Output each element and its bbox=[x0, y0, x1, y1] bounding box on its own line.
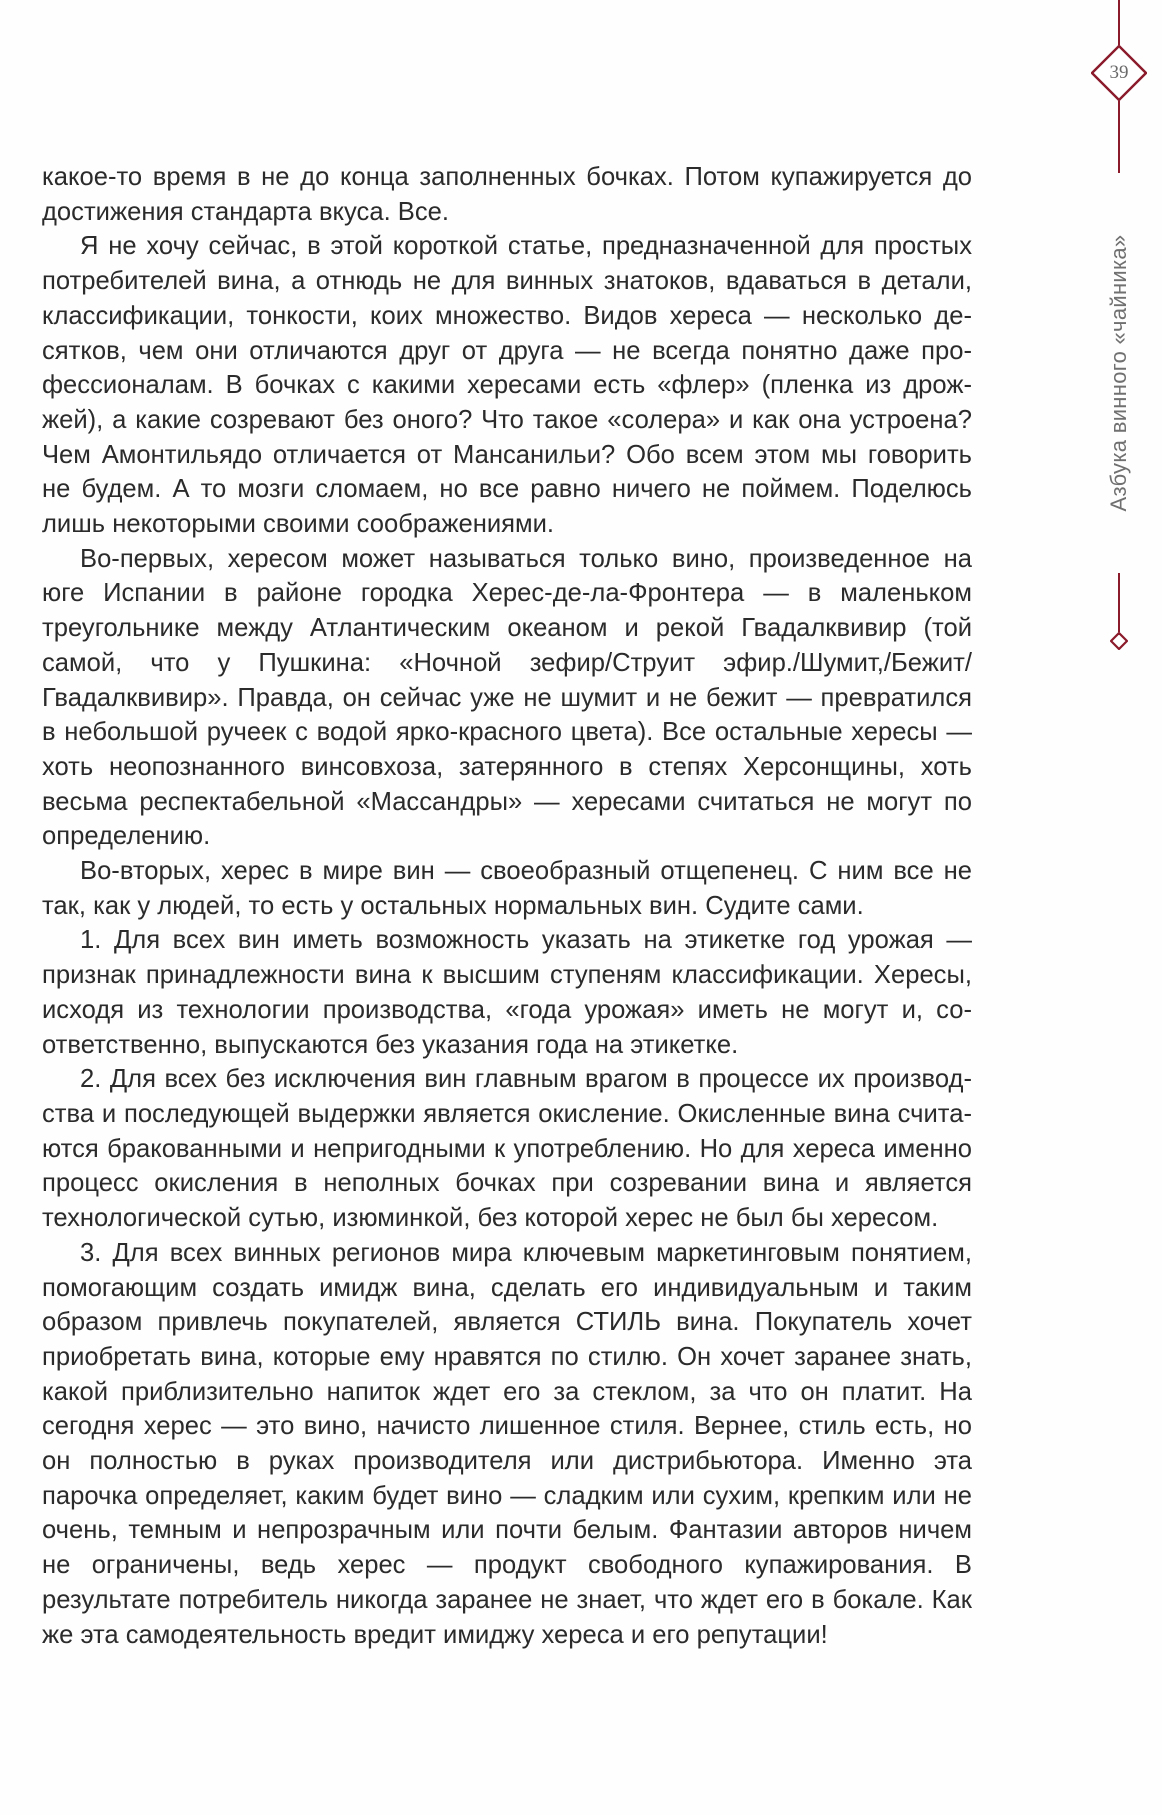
paragraph-continuation: какое-то время в не до конца заполненных бочках. Потом купажируется до достижения стандарта вкуса. Все. bbox=[42, 163, 972, 226]
margin-rule-middle bbox=[1118, 101, 1120, 173]
paragraph-intro: Я не хочу сейчас, в этой короткой статье, предназначенной для простых потребителей вина, а отнюдь не для винных знатоков, вдаваться в детали, классификации, тонкости, коих множество. Видов хереса — несколько десятков, чем они отличаются друг от друга — не всегда понятно даже профессионалам. В бочках с какими хересами есть «флер» (пленка из дрожжей), а какие созревают без оного? Что такое «солера» и как она устроена? Чем Амонтильядо отличается от Мансанильи? Обо всем этом мы говорить не будем. А то мозги сломаем, но все равно ничего не поймем. Поделюсь лишь некоторыми своими соображениями. bbox=[42, 232, 972, 539]
paragraph-secondly: Во-вторых, херес в мире вин — своеобразный отщепенец. С ним все не так, как у людей, то есть у остальных нормальных вин. Судите сами. bbox=[42, 857, 972, 920]
list-item-1: 1. Для всех вин иметь возможность указать на этикетке год урожая — признак принадлежности вина к высшим ступеням классификации. Хересы, исходя из технологии производства, «года урожая» иметь не могут и, соответственно, выпускаются без указания года на этикетке. bbox=[42, 926, 972, 1059]
list-item-3: 3. Для всех винных регионов мира ключевым маркетинговым понятием, помогающим создать имидж вина, сделать его индивидуальным и таким образом привлечь покупателей, является СТИЛЬ вина. Покупатель хочет приобретать вина, которые ему нравятся по стилю. Он хочет заранее знать, какой приблизительно напиток ждет его за стеклом, за что он платит. На сегодня херес — это вино, начисто лишенное стиля. Вернее, стиль есть, но он полностью в руках производителя или дистрибьютора. Именно эта парочка определяет, каким будет вино — сладким или сухим, крепким или не очень, темным и непрозрачным или почти белым. Фантазии авторов ничем не ограничены, ведь херес — продукт свободного купажирования. В результате потребитель никогда заранее не знает, что ждет его в бокале. Как же эта самодеятельность вредит имиджу хереса и его репутации! bbox=[42, 1238, 972, 1649]
margin-rule-top bbox=[1118, 0, 1120, 45]
diamond-ornament-icon bbox=[1110, 632, 1128, 650]
paragraph-firstly: Во-первых, хересом может называться только вино, произведенное на юге Испании в районе городка Херес-де-ла-Фронтера — в маленьком треугольнике между Атлантическим океаном и рекой Гвадалквивир (той самой, что у Пушкина: «Ночной зефир/Струит эфир./Шумит,/Бежит/Гвадалквивир». Правда, он сейчас уже не шумит и не бежит — превратился в небольшой ручеек с водой ярко-красного цвета). Все остальные хересы — хоть неопознанного винсовхоза, затерянного в степях Херсонщины, хоть весьма респектабельной «Массандры» — хересами считаться не могут по определению. bbox=[42, 544, 972, 851]
list-item-2: 2. Для всех без исключения вин главным врагом в процессе их производства и последующей выдержки является окисление. Окисленные вина считаются бракованными и непригодными к употреблению. Но для хереса именно процесс окисления в неполных бочках при созревании вина и является технологической сутью, изюминкой, без которой херес не был бы хересом. bbox=[42, 1065, 972, 1233]
article-body bbox=[42, 160, 972, 1652]
running-head: Азбука винного «чайника» bbox=[1106, 234, 1131, 512]
margin-rule-bottom bbox=[1118, 573, 1120, 632]
page-number: 39 bbox=[1109, 62, 1129, 83]
